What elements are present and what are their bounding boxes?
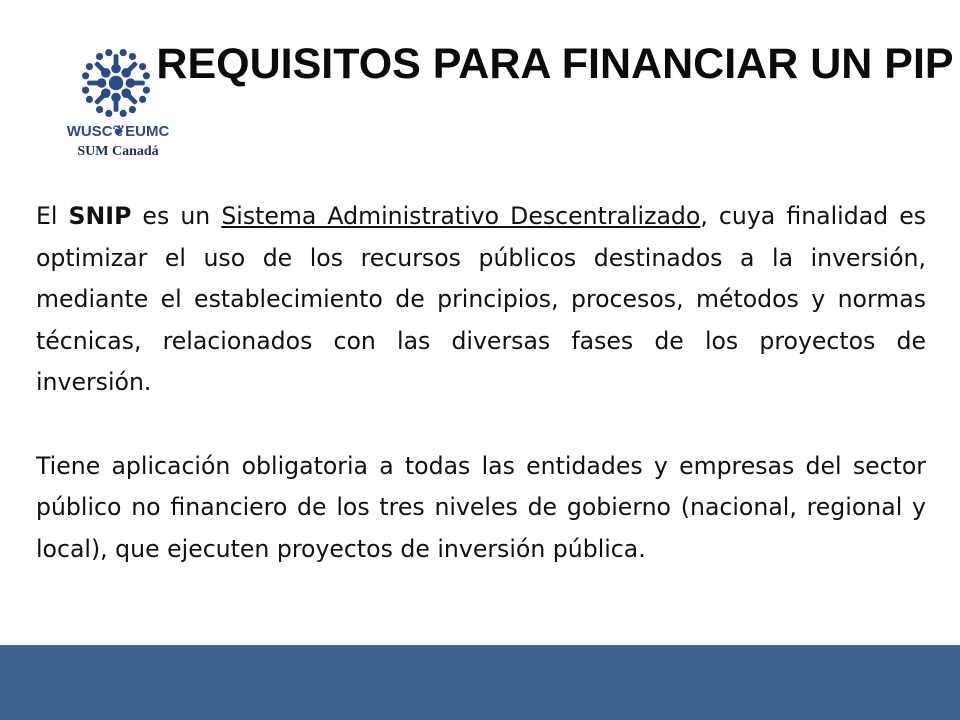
- snip-acronym: SNIP: [68, 202, 132, 230]
- paragraph-scope: Tiene aplicación obligatoria a todas las entidades y empresas del sector público no financiero de los tres niveles de gobierno (nacional, regional y local), que ejecuten proyectos de inversión pública.: [36, 451, 926, 563]
- paragraph1-text-c: , cuya finalidad es optimizar el uso de los recursos públicos destinados a la inversión, mediante el establecimiento de principios, procesos, métodos y normas técnicas, relacionados con las diversas fases de los proyectos de inversión.: [36, 202, 927, 396]
- logo-text-sum-canada: SUM Canadá: [77, 144, 159, 159]
- paragraph-snip-definition: [36, 196, 926, 404]
- wusc-emblem-icon: [76, 46, 156, 120]
- slide-title: REQUISITOS PARA FINANCIAR UN PIP: [156, 40, 954, 88]
- sistema-administrativo-term: Sistema Administrativo Descentralizado: [221, 202, 701, 230]
- footer-bar: [0, 645, 960, 720]
- slide-body: [36, 196, 926, 570]
- paragraph1-text-a: El: [36, 202, 69, 230]
- logo-text-wusc-eumc: WUSC❦EUMC: [66, 123, 170, 140]
- paragraph1-text-b: es un: [131, 202, 222, 230]
